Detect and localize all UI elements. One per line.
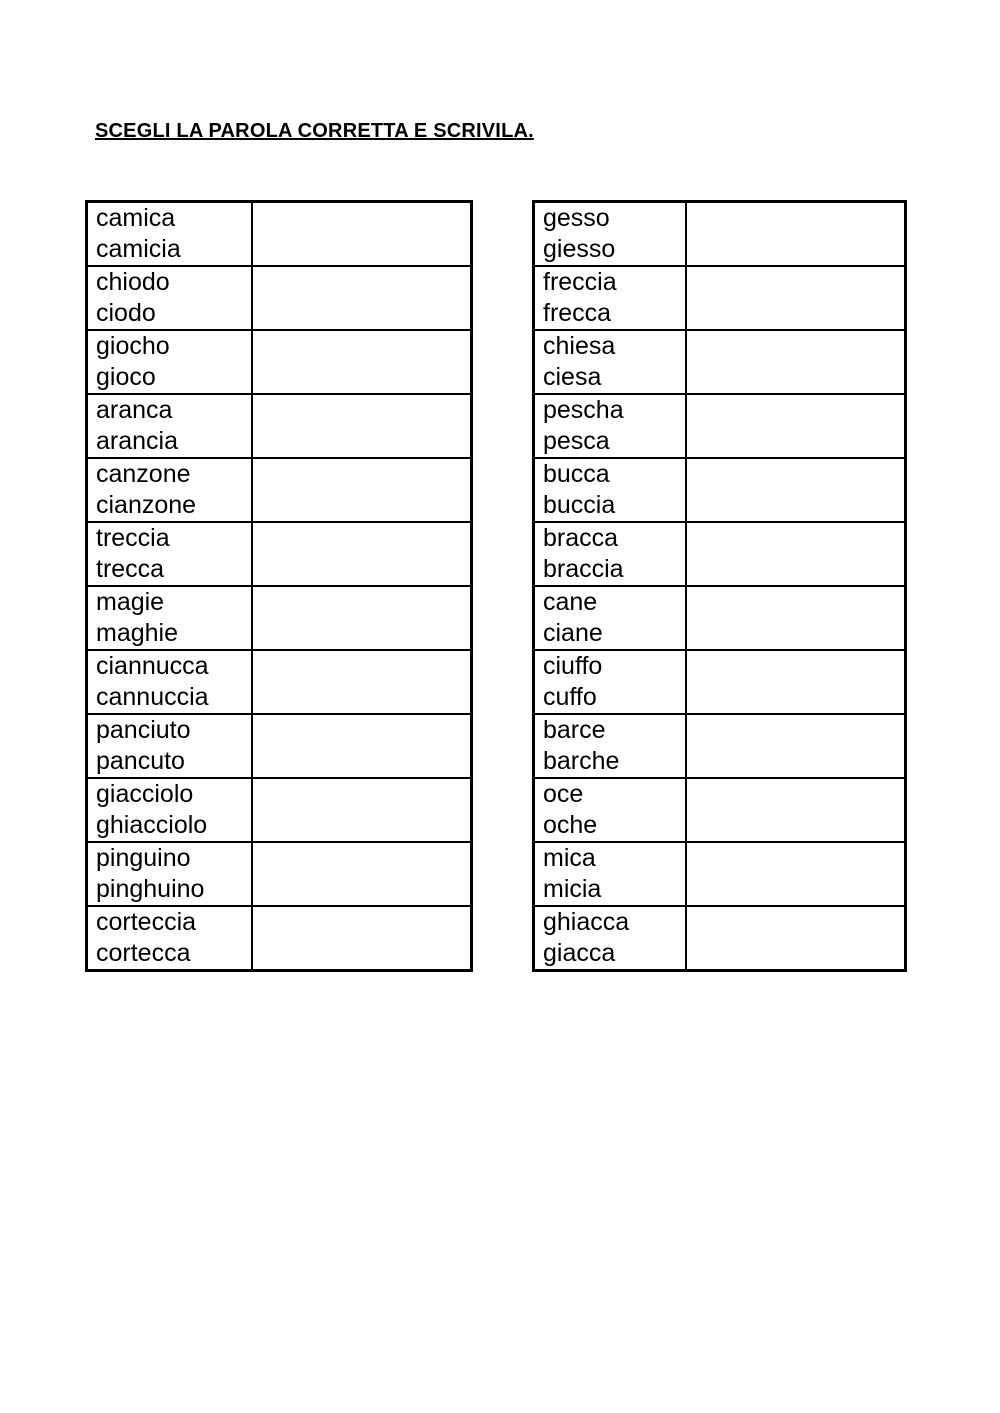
table-row xyxy=(87,586,472,650)
table-row xyxy=(534,202,906,267)
answer-cell-right-2[interactable] xyxy=(686,266,906,330)
word-option: magie xyxy=(96,588,165,616)
table-row xyxy=(534,778,906,842)
table-row xyxy=(534,714,906,778)
word-table-right xyxy=(532,200,907,972)
word-option: cortecca xyxy=(96,939,191,967)
word-option: aranca xyxy=(96,396,173,424)
table-row xyxy=(87,266,472,330)
word-options-cell xyxy=(87,842,253,906)
answer-cell-right-9[interactable] xyxy=(686,714,906,778)
table-row xyxy=(87,906,472,971)
word-option: pinguino xyxy=(96,844,191,872)
word-options-cell xyxy=(87,650,253,714)
word-option: camicia xyxy=(96,235,181,263)
word-option: camica xyxy=(96,204,176,232)
word-option: pinghuino xyxy=(96,875,205,903)
answer-cell-right-12[interactable] xyxy=(686,906,906,971)
answer-cell-left-8[interactable] xyxy=(252,650,472,714)
word-option: cannuccia xyxy=(96,683,209,711)
word-option: braccia xyxy=(543,555,624,583)
table-row xyxy=(87,522,472,586)
word-option: ciodo xyxy=(96,299,156,327)
word-options-cell xyxy=(87,586,253,650)
word-option: corteccia xyxy=(96,908,197,936)
table-row xyxy=(87,842,472,906)
table-row xyxy=(534,266,906,330)
answer-cell-left-3[interactable] xyxy=(252,330,472,394)
answer-cell-right-7[interactable] xyxy=(686,586,906,650)
word-option: canzone xyxy=(96,460,191,488)
word-options-cell xyxy=(87,458,253,522)
answer-cell-left-9[interactable] xyxy=(252,714,472,778)
table-row xyxy=(534,650,906,714)
table-row xyxy=(534,394,906,458)
word-option: pesca xyxy=(543,427,610,455)
word-options-cell xyxy=(534,522,687,586)
word-option: gesso xyxy=(543,204,610,232)
word-option: panciuto xyxy=(96,716,191,744)
answer-cell-right-8[interactable] xyxy=(686,650,906,714)
word-options-cell xyxy=(534,586,687,650)
word-option: ciane xyxy=(543,619,603,647)
word-option: freccia xyxy=(543,268,617,296)
answer-cell-left-4[interactable] xyxy=(252,394,472,458)
answer-cell-left-12[interactable] xyxy=(252,906,472,971)
table-row xyxy=(87,650,472,714)
answer-cell-right-1[interactable] xyxy=(686,202,906,267)
word-option: bucca xyxy=(543,460,610,488)
table-row xyxy=(534,906,906,971)
answer-cell-right-10[interactable] xyxy=(686,778,906,842)
word-option: oce xyxy=(543,780,584,808)
word-option: pescha xyxy=(543,396,624,424)
answer-cell-right-6[interactable] xyxy=(686,522,906,586)
table-row xyxy=(87,330,472,394)
word-options-cell xyxy=(534,202,687,267)
table-row xyxy=(87,202,472,267)
answer-cell-left-7[interactable] xyxy=(252,586,472,650)
word-option: cuffo xyxy=(543,683,597,711)
word-options-cell xyxy=(87,330,253,394)
word-options-cell xyxy=(534,778,687,842)
table-row xyxy=(87,458,472,522)
answer-cell-left-2[interactable] xyxy=(252,266,472,330)
word-option: chiodo xyxy=(96,268,170,296)
table-row xyxy=(534,458,906,522)
word-options-cell xyxy=(534,842,687,906)
word-options-cell xyxy=(534,394,687,458)
word-option: mica xyxy=(543,844,596,872)
word-option: cianzone xyxy=(96,491,197,519)
word-options-cell xyxy=(87,394,253,458)
word-options-cell xyxy=(87,714,253,778)
word-option: buccia xyxy=(543,491,616,519)
word-table-left xyxy=(85,200,473,972)
word-options-cell xyxy=(534,714,687,778)
word-options-cell xyxy=(87,522,253,586)
word-option: maghie xyxy=(96,619,178,647)
table-row xyxy=(534,522,906,586)
word-options-cell xyxy=(87,906,253,971)
word-options-cell xyxy=(87,266,253,330)
answer-cell-right-5[interactable] xyxy=(686,458,906,522)
table-row xyxy=(87,714,472,778)
word-option: micia xyxy=(543,875,602,903)
word-options-cell xyxy=(87,778,253,842)
answer-cell-left-5[interactable] xyxy=(252,458,472,522)
word-option: arancia xyxy=(96,427,178,455)
table-row xyxy=(534,586,906,650)
word-options-cell xyxy=(534,458,687,522)
answer-cell-left-6[interactable] xyxy=(252,522,472,586)
table-row xyxy=(87,778,472,842)
answer-cell-right-3[interactable] xyxy=(686,330,906,394)
word-option: giocho xyxy=(96,332,170,360)
word-option: barce xyxy=(543,716,606,744)
word-option: chiesa xyxy=(543,332,616,360)
word-option: ghiacca xyxy=(543,908,630,936)
word-option: cane xyxy=(543,588,598,616)
word-option: ciuffo xyxy=(543,652,603,680)
page-title: SCEGLI LA PAROLA CORRETTA E SCRIVILA. xyxy=(95,120,534,142)
word-option: treccia xyxy=(96,524,170,552)
word-options-cell xyxy=(534,650,687,714)
word-options-cell xyxy=(534,266,687,330)
word-options-cell xyxy=(534,330,687,394)
word-option: bracca xyxy=(543,524,619,552)
answer-cell-right-11[interactable] xyxy=(686,842,906,906)
word-option: ciannucca xyxy=(96,652,209,680)
answer-cell-right-4[interactable] xyxy=(686,394,906,458)
answer-cell-left-1[interactable] xyxy=(252,202,472,267)
answer-cell-left-10[interactable] xyxy=(252,778,472,842)
word-option: ciesa xyxy=(543,363,602,391)
word-option: barche xyxy=(543,747,620,775)
word-option: pancuto xyxy=(96,747,185,775)
word-option: trecca xyxy=(96,555,165,583)
word-options-cell xyxy=(87,202,253,267)
word-option: giesso xyxy=(543,235,616,263)
word-option: giacca xyxy=(543,939,616,967)
word-options-cell xyxy=(534,906,687,971)
table-row xyxy=(87,394,472,458)
word-option: oche xyxy=(543,811,598,839)
answer-cell-left-11[interactable] xyxy=(252,842,472,906)
word-option: giacciolo xyxy=(96,780,194,808)
table-row xyxy=(534,330,906,394)
word-option: ghiacciolo xyxy=(96,811,208,839)
word-option: gioco xyxy=(96,363,156,391)
table-row xyxy=(534,842,906,906)
word-option: frecca xyxy=(543,299,612,327)
